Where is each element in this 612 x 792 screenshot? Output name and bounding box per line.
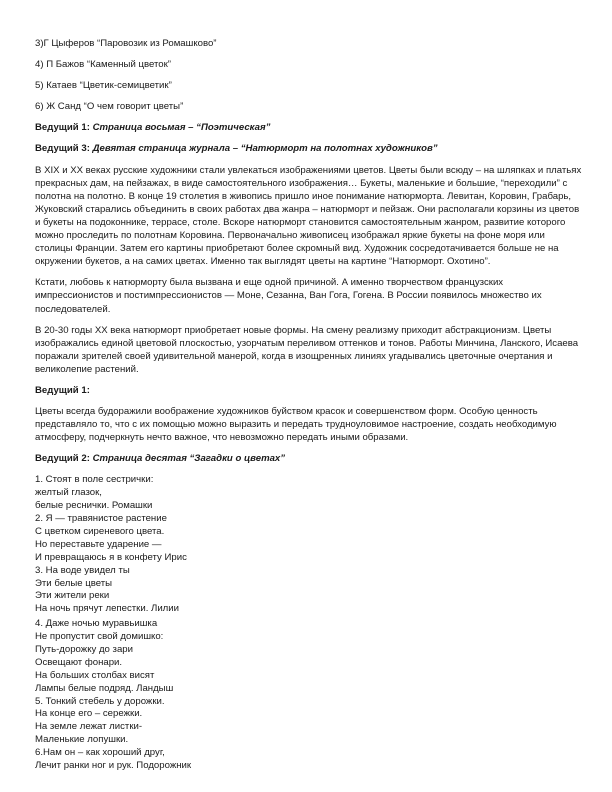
- list-item: 4) П Бажов “Каменный цветок”: [35, 59, 171, 71]
- riddle-line: 3. На воде увидел ты: [35, 564, 130, 576]
- section-heading-speaker1: [35, 384, 583, 397]
- list-item: 5) Катаев “Цветик-семицветик”: [35, 80, 172, 92]
- list-item: 6) Ж Санд “О чем говорит цветы”: [35, 101, 184, 113]
- section-heading-page9: [35, 142, 583, 155]
- riddle-line: белые реснички. Ромашки: [35, 500, 153, 512]
- riddle-line: Маленькие лопушки.: [35, 734, 129, 746]
- list-item: 3)Г Цыферов “Паровозик из Ромашково”: [35, 38, 217, 49]
- riddle-line: Освещают фонари.: [35, 656, 123, 668]
- riddle-line: С цветком сиреневого цвета.: [35, 526, 165, 537]
- riddle-line: Лечит ранки ног и рук. Подорожник: [35, 760, 192, 772]
- riddle-line: Эти белые цветы: [35, 577, 113, 589]
- section-heading-page10: [35, 452, 583, 465]
- paragraph-flowers-imagination: Цветы всегда будоражили воображение художников буйством красок и совершенством форм. Особую ценность представляло то, что с их помощью можно выразить и передать трудноуловимое настроение, создать необходимую атмосферу, подчеркнуть нечто важное, что невозможно передать иными образами.: [35, 406, 557, 444]
- paragraph-impressionists: Кстати, любовь к натюрморту была вызвана и еще одной причиной. А именно творчеством французских импрессионистов и постимпрессионистов — Моне, Сезанна, Ван Гога, Гогена. В России появилось множество их последователей.: [35, 277, 542, 315]
- section-heading-page8: [35, 121, 583, 134]
- speaker-label: Ведущий 2:: [35, 453, 90, 465]
- riddle-line: На земле лежат листки-: [35, 721, 143, 733]
- riddle-line: Но переставьте ударение —: [35, 538, 162, 550]
- riddle-line: 4. Даже ночью муравьишка: [35, 618, 158, 630]
- speaker-label: Ведущий 3:: [35, 143, 90, 155]
- section-title: Страница восьмая – “Поэтическая”: [92, 122, 271, 134]
- riddle-line: На ночь прячут лепестки. Лилии: [35, 603, 179, 615]
- riddle-line: 6.Нам он – как хороший друг,: [35, 747, 165, 759]
- riddles-block-1: [35, 473, 583, 615]
- section-title: Девятая страница журнала – “Натюрморт на полотнах художников”: [92, 143, 438, 155]
- riddle-line: 1. Стоят в поле сестрички:: [35, 474, 154, 486]
- riddle-line: Путь-дорожку до зари: [35, 644, 133, 656]
- speaker-label: Ведущий 1:: [35, 384, 90, 396]
- riddle-line: желтый глазок,: [35, 487, 102, 499]
- riddle-line: Эти жители реки: [35, 590, 110, 602]
- document-page: [35, 37, 583, 772]
- riddle-line: Не пропустит свой домишко:: [35, 631, 164, 643]
- riddle-line: 2. Я — травянистое растение: [35, 513, 167, 525]
- riddle-line: Лампы белые подряд. Ландыш: [35, 682, 174, 694]
- riddle-line: 5. Тонкий стебель у дорожки.: [35, 695, 165, 707]
- authors-list: [35, 37, 583, 113]
- section-title: Страница десятая “Загадки о цветах”: [92, 453, 286, 465]
- riddle-line: И превращаюсь я в конфету Ирис: [35, 551, 187, 563]
- riddles-block-2: [35, 617, 583, 772]
- speaker-label: Ведущий 1:: [35, 122, 90, 134]
- paragraph-abstraction: В 20-30 годы XX века натюрморт приобретает новые формы. На смену реализму приходит абстракционизм. Цветы изображались единой цветовой плоскостью, узорчатым переливом оттенков и тонов. Работы Минчина, Ланского, Исаева поражали зрителей своей удивительной манерой, когда в изощренных линиях угадывались цветочные очертания и великолепие растений.: [35, 324, 579, 375]
- riddle-line: На конце его – сережки.: [35, 708, 143, 720]
- riddle-line: На больших столбах висят: [35, 669, 155, 681]
- paragraph-still-life-history: В XIX и XX веках русские художники стали увлекаться изображениями цветов. Цветы были всюду – на шляпках и платьях прекрасных дам, на пейзажах, в виде самостоятельного изображения… Букеты, маленькие и большие, “переходили” с полотна на полотно. В конце 19 столетия в живопись пришло иное понимание натюрморта. Левитан, Коровин, Грабарь, Жуковский старались объединить в своих работах два жанра – натюрморт и пейзаж. Они располагали корзины из цветов и букеты на подоконнике, террасе, столе. Вскоре натюрморт становится самостоятельным жанром, развитие которого можно проследить по полотнам Коровина. Первоначально живописец изображал яркие букеты на фоне моря или столицы Франции. Затем его картины приобретают более скромный вид. Художник сосредотачивается больше не на окружении букетов, а на самих цветах. Именно так выглядят цветы на картине “Натюрморт. Охотино”.: [35, 164, 582, 268]
